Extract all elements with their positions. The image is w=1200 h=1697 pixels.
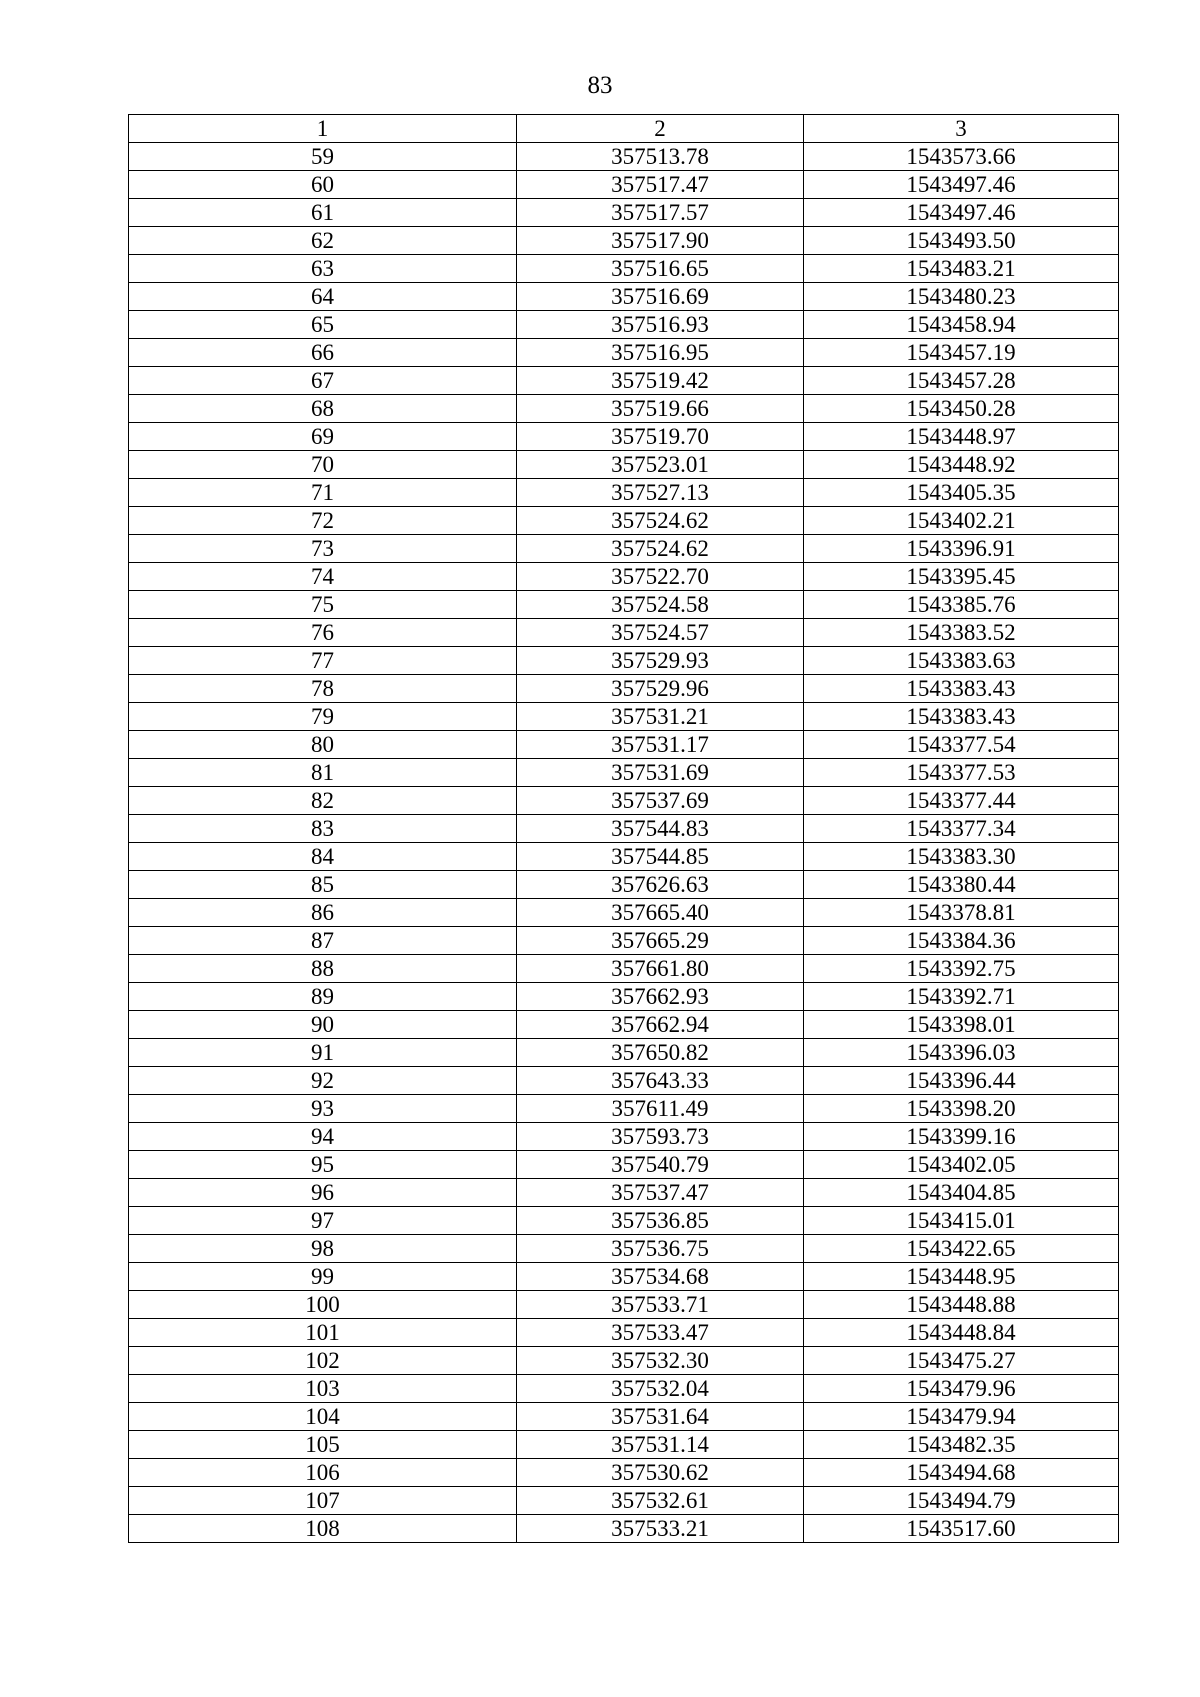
x-coordinate-cell: 357643.33 (517, 1067, 804, 1095)
x-coordinate-cell: 357516.65 (517, 255, 804, 283)
y-coordinate-cell: 1543384.36 (804, 927, 1119, 955)
x-coordinate-cell: 357532.04 (517, 1375, 804, 1403)
point-number-cell: 71 (129, 479, 517, 507)
table-row (129, 367, 1119, 395)
y-coordinate-cell: 1543392.71 (804, 983, 1119, 1011)
point-number-cell: 77 (129, 647, 517, 675)
point-number-cell: 72 (129, 507, 517, 535)
y-coordinate-cell: 1543494.79 (804, 1487, 1119, 1515)
table-row (129, 1095, 1119, 1123)
point-number-cell: 69 (129, 423, 517, 451)
table-row (129, 647, 1119, 675)
y-coordinate-cell: 1543497.46 (804, 171, 1119, 199)
point-number-cell: 90 (129, 1011, 517, 1039)
point-number-cell: 98 (129, 1235, 517, 1263)
point-number-cell: 85 (129, 871, 517, 899)
table-row (129, 227, 1119, 255)
y-coordinate-cell: 1543415.01 (804, 1207, 1119, 1235)
x-coordinate-cell: 357626.63 (517, 871, 804, 899)
table-row (129, 395, 1119, 423)
y-coordinate-cell: 1543383.30 (804, 843, 1119, 871)
x-coordinate-cell: 357593.73 (517, 1123, 804, 1151)
x-coordinate-cell: 357532.61 (517, 1487, 804, 1515)
point-number-cell: 80 (129, 731, 517, 759)
point-number-cell: 95 (129, 1151, 517, 1179)
table-row (129, 1431, 1119, 1459)
point-number-cell: 79 (129, 703, 517, 731)
x-coordinate-cell: 357536.85 (517, 1207, 804, 1235)
point-number-cell: 101 (129, 1319, 517, 1347)
table-row (129, 1487, 1119, 1515)
y-coordinate-cell: 1543377.54 (804, 731, 1119, 759)
y-coordinate-cell: 1543405.35 (804, 479, 1119, 507)
y-coordinate-cell: 1543402.21 (804, 507, 1119, 535)
y-coordinate-cell: 1543395.45 (804, 563, 1119, 591)
x-coordinate-cell: 357531.69 (517, 759, 804, 787)
table-row (129, 311, 1119, 339)
table-row (129, 479, 1119, 507)
x-coordinate-cell: 357650.82 (517, 1039, 804, 1067)
table-row (129, 1403, 1119, 1431)
point-number-cell: 73 (129, 535, 517, 563)
point-number-cell: 84 (129, 843, 517, 871)
point-number-cell: 100 (129, 1291, 517, 1319)
x-coordinate-cell: 357522.70 (517, 563, 804, 591)
point-number-cell: 92 (129, 1067, 517, 1095)
point-number-cell: 66 (129, 339, 517, 367)
point-number-cell: 70 (129, 451, 517, 479)
y-coordinate-cell: 1543480.23 (804, 283, 1119, 311)
table-row (129, 927, 1119, 955)
table-row (129, 843, 1119, 871)
y-coordinate-cell: 1543399.16 (804, 1123, 1119, 1151)
point-number-cell: 97 (129, 1207, 517, 1235)
x-coordinate-cell: 357524.62 (517, 507, 804, 535)
y-coordinate-cell: 1543396.91 (804, 535, 1119, 563)
table-row (129, 675, 1119, 703)
x-coordinate-cell: 357533.71 (517, 1291, 804, 1319)
y-coordinate-cell: 1543483.21 (804, 255, 1119, 283)
x-coordinate-cell: 357540.79 (517, 1151, 804, 1179)
point-number-cell: 103 (129, 1375, 517, 1403)
y-coordinate-cell: 1543398.20 (804, 1095, 1119, 1123)
x-coordinate-cell: 357517.90 (517, 227, 804, 255)
page-number: 83 (587, 72, 613, 99)
table-row (129, 983, 1119, 1011)
y-coordinate-cell: 1543383.43 (804, 703, 1119, 731)
point-number-cell: 105 (129, 1431, 517, 1459)
y-coordinate-cell: 1543448.84 (804, 1319, 1119, 1347)
table-body (129, 143, 1119, 1543)
x-coordinate-cell: 357661.80 (517, 955, 804, 983)
point-number-cell: 62 (129, 227, 517, 255)
x-coordinate-cell: 357519.66 (517, 395, 804, 423)
table-row (129, 423, 1119, 451)
x-coordinate-cell: 357662.94 (517, 1011, 804, 1039)
table-row (129, 451, 1119, 479)
x-coordinate-cell: 357665.29 (517, 927, 804, 955)
x-coordinate-cell: 357531.17 (517, 731, 804, 759)
y-coordinate-cell: 1543396.44 (804, 1067, 1119, 1095)
table-row (129, 815, 1119, 843)
y-coordinate-cell: 1543457.19 (804, 339, 1119, 367)
x-coordinate-cell: 357533.47 (517, 1319, 804, 1347)
table-row (129, 507, 1119, 535)
header-cell-1: 1 (129, 115, 517, 143)
y-coordinate-cell: 1543458.94 (804, 311, 1119, 339)
point-number-cell: 107 (129, 1487, 517, 1515)
x-coordinate-cell: 357523.01 (517, 451, 804, 479)
header-cell-3: 3 (804, 115, 1119, 143)
x-coordinate-cell: 357611.49 (517, 1095, 804, 1123)
table-row (129, 619, 1119, 647)
x-coordinate-cell: 357516.69 (517, 283, 804, 311)
x-coordinate-cell: 357544.83 (517, 815, 804, 843)
table-row (129, 759, 1119, 787)
table-row (129, 899, 1119, 927)
point-number-cell: 108 (129, 1515, 517, 1543)
table-row (129, 171, 1119, 199)
x-coordinate-cell: 357533.21 (517, 1515, 804, 1543)
x-coordinate-cell: 357517.57 (517, 199, 804, 227)
table-row (129, 1291, 1119, 1319)
table-row (129, 1515, 1119, 1543)
y-coordinate-cell: 1543380.44 (804, 871, 1119, 899)
y-coordinate-cell: 1543385.76 (804, 591, 1119, 619)
point-number-cell: 94 (129, 1123, 517, 1151)
y-coordinate-cell: 1543448.92 (804, 451, 1119, 479)
x-coordinate-cell: 357531.64 (517, 1403, 804, 1431)
x-coordinate-cell: 357534.68 (517, 1263, 804, 1291)
point-number-cell: 59 (129, 143, 517, 171)
y-coordinate-cell: 1543573.66 (804, 143, 1119, 171)
point-number-cell: 67 (129, 367, 517, 395)
table-row (129, 1319, 1119, 1347)
y-coordinate-cell: 1543479.96 (804, 1375, 1119, 1403)
y-coordinate-cell: 1543448.95 (804, 1263, 1119, 1291)
y-coordinate-cell: 1543482.35 (804, 1431, 1119, 1459)
x-coordinate-cell: 357532.30 (517, 1347, 804, 1375)
y-coordinate-cell: 1543497.46 (804, 199, 1119, 227)
x-coordinate-cell: 357530.62 (517, 1459, 804, 1487)
y-coordinate-cell: 1543422.65 (804, 1235, 1119, 1263)
point-number-cell: 106 (129, 1459, 517, 1487)
y-coordinate-cell: 1543448.88 (804, 1291, 1119, 1319)
table-row (129, 283, 1119, 311)
point-number-cell: 88 (129, 955, 517, 983)
x-coordinate-cell: 357513.78 (517, 143, 804, 171)
point-number-cell: 86 (129, 899, 517, 927)
x-coordinate-cell: 357516.93 (517, 311, 804, 339)
x-coordinate-cell: 357529.93 (517, 647, 804, 675)
table-row (129, 1067, 1119, 1095)
y-coordinate-cell: 1543392.75 (804, 955, 1119, 983)
point-number-cell: 96 (129, 1179, 517, 1207)
x-coordinate-cell: 357524.58 (517, 591, 804, 619)
table-row (129, 1011, 1119, 1039)
x-coordinate-cell: 357531.21 (517, 703, 804, 731)
y-coordinate-cell: 1543479.94 (804, 1403, 1119, 1431)
x-coordinate-cell: 357519.70 (517, 423, 804, 451)
point-number-cell: 68 (129, 395, 517, 423)
point-number-cell: 63 (129, 255, 517, 283)
table-row (129, 1375, 1119, 1403)
point-number-cell: 83 (129, 815, 517, 843)
coordinates-table (128, 114, 1119, 1543)
table-row (129, 535, 1119, 563)
table-row (129, 703, 1119, 731)
y-coordinate-cell: 1543450.28 (804, 395, 1119, 423)
table-row (129, 787, 1119, 815)
table-row (129, 871, 1119, 899)
point-number-cell: 81 (129, 759, 517, 787)
point-number-cell: 76 (129, 619, 517, 647)
x-coordinate-cell: 357537.69 (517, 787, 804, 815)
table-row (129, 1039, 1119, 1067)
y-coordinate-cell: 1543493.50 (804, 227, 1119, 255)
point-number-cell: 93 (129, 1095, 517, 1123)
x-coordinate-cell: 357662.93 (517, 983, 804, 1011)
table-row (129, 1151, 1119, 1179)
table-row (129, 1263, 1119, 1291)
table-row (129, 1347, 1119, 1375)
table-row (129, 1207, 1119, 1235)
y-coordinate-cell: 1543396.03 (804, 1039, 1119, 1067)
point-number-cell: 99 (129, 1263, 517, 1291)
x-coordinate-cell: 357531.14 (517, 1431, 804, 1459)
y-coordinate-cell: 1543398.01 (804, 1011, 1119, 1039)
table-row (129, 1179, 1119, 1207)
point-number-cell: 64 (129, 283, 517, 311)
y-coordinate-cell: 1543402.05 (804, 1151, 1119, 1179)
y-coordinate-cell: 1543404.85 (804, 1179, 1119, 1207)
point-number-cell: 75 (129, 591, 517, 619)
point-number-cell: 74 (129, 563, 517, 591)
x-coordinate-cell: 357516.95 (517, 339, 804, 367)
table-row (129, 563, 1119, 591)
y-coordinate-cell: 1543475.27 (804, 1347, 1119, 1375)
y-coordinate-cell: 1543457.28 (804, 367, 1119, 395)
y-coordinate-cell: 1543383.52 (804, 619, 1119, 647)
point-number-cell: 91 (129, 1039, 517, 1067)
table-row (129, 255, 1119, 283)
y-coordinate-cell: 1543383.63 (804, 647, 1119, 675)
x-coordinate-cell: 357524.62 (517, 535, 804, 563)
x-coordinate-cell: 357536.75 (517, 1235, 804, 1263)
point-number-cell: 82 (129, 787, 517, 815)
x-coordinate-cell: 357544.85 (517, 843, 804, 871)
x-coordinate-cell: 357519.42 (517, 367, 804, 395)
y-coordinate-cell: 1543494.68 (804, 1459, 1119, 1487)
point-number-cell: 78 (129, 675, 517, 703)
y-coordinate-cell: 1543383.43 (804, 675, 1119, 703)
x-coordinate-cell: 357517.47 (517, 171, 804, 199)
table-row (129, 1459, 1119, 1487)
table-row (129, 339, 1119, 367)
point-number-cell: 104 (129, 1403, 517, 1431)
point-number-cell: 65 (129, 311, 517, 339)
point-number-cell: 89 (129, 983, 517, 1011)
point-number-cell: 60 (129, 171, 517, 199)
y-coordinate-cell: 1543517.60 (804, 1515, 1119, 1543)
table-header-row (129, 115, 1119, 143)
table-row (129, 591, 1119, 619)
point-number-cell: 87 (129, 927, 517, 955)
header-cell-2: 2 (517, 115, 804, 143)
y-coordinate-cell: 1543448.97 (804, 423, 1119, 451)
table-row (129, 955, 1119, 983)
table-row (129, 1123, 1119, 1151)
table-row (129, 199, 1119, 227)
x-coordinate-cell: 357529.96 (517, 675, 804, 703)
table-row (129, 143, 1119, 171)
x-coordinate-cell: 357527.13 (517, 479, 804, 507)
table-row (129, 1235, 1119, 1263)
x-coordinate-cell: 357524.57 (517, 619, 804, 647)
x-coordinate-cell: 357665.40 (517, 899, 804, 927)
y-coordinate-cell: 1543378.81 (804, 899, 1119, 927)
point-number-cell: 102 (129, 1347, 517, 1375)
y-coordinate-cell: 1543377.44 (804, 787, 1119, 815)
point-number-cell: 61 (129, 199, 517, 227)
y-coordinate-cell: 1543377.53 (804, 759, 1119, 787)
x-coordinate-cell: 357537.47 (517, 1179, 804, 1207)
table-row (129, 731, 1119, 759)
y-coordinate-cell: 1543377.34 (804, 815, 1119, 843)
